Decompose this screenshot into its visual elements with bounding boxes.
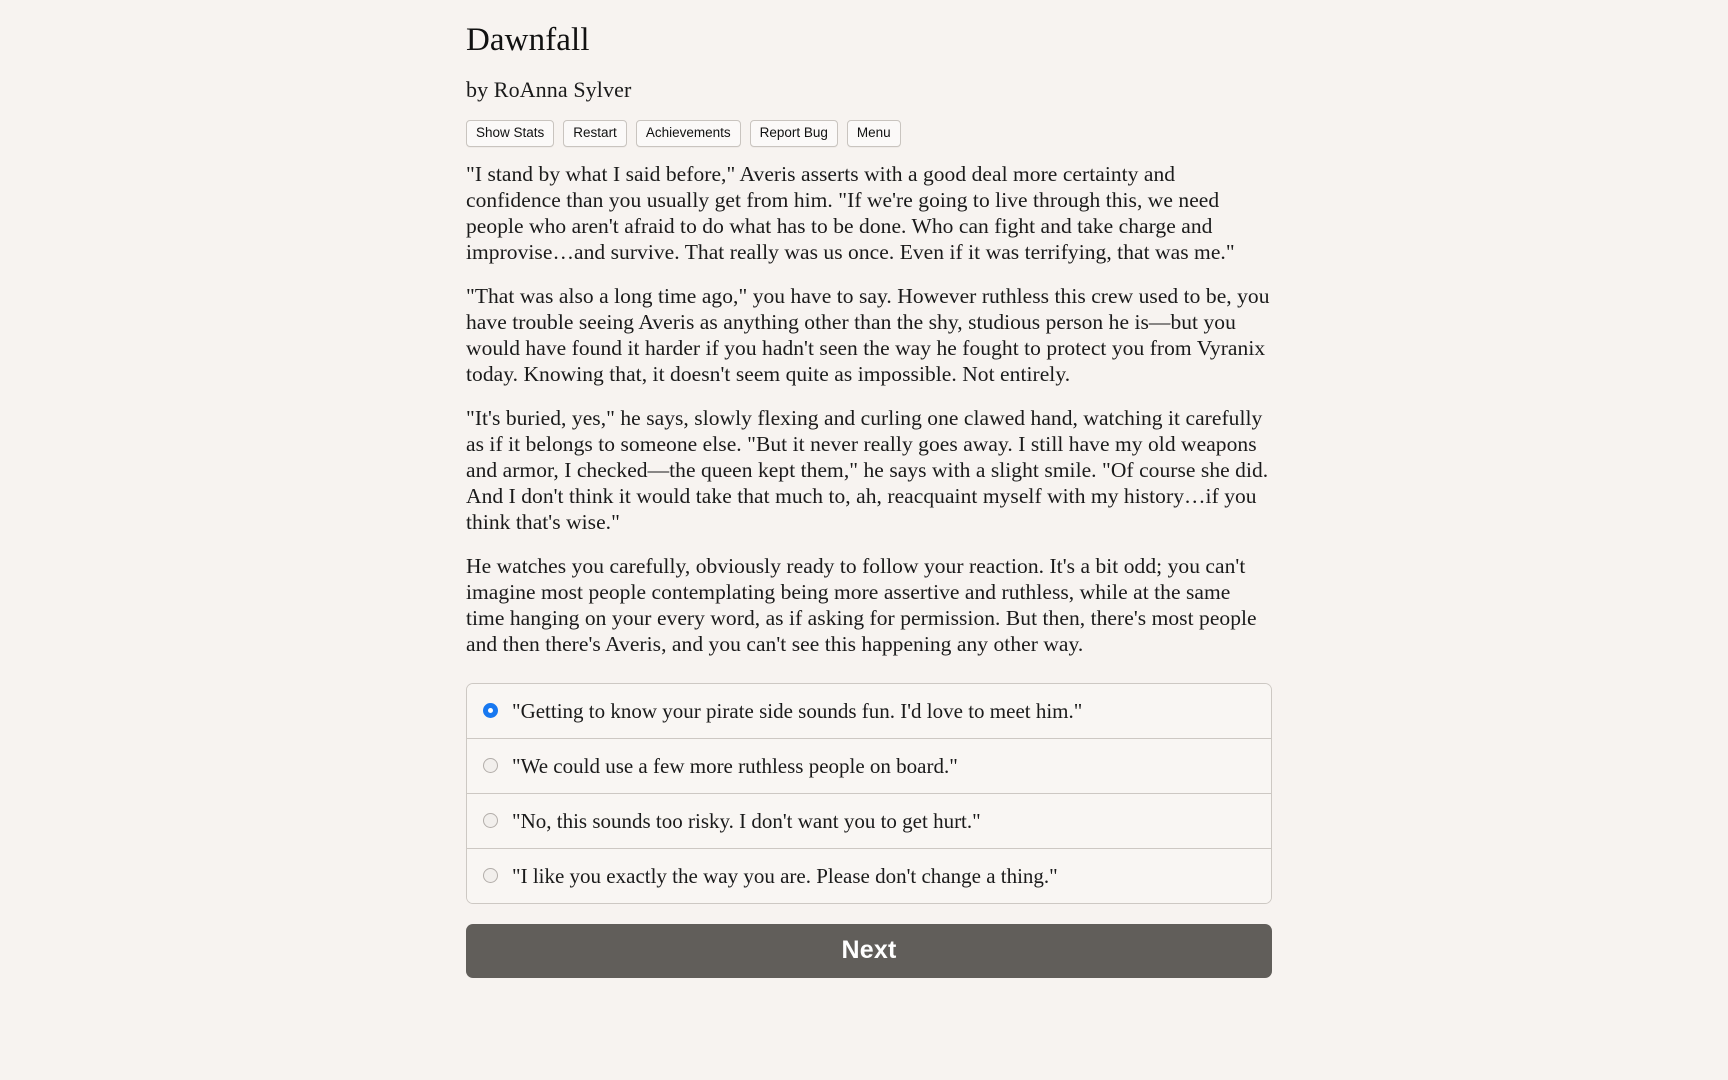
radio-button-icon[interactable] <box>483 868 498 883</box>
next-button[interactable]: Next <box>466 924 1272 978</box>
choice-label: "I like you exactly the way you are. Please don't change a thing." <box>512 863 1058 888</box>
choice-label: "We could use a few more ruthless people on board." <box>512 753 958 778</box>
radio-button-icon[interactable] <box>483 813 498 828</box>
story-text <box>466 147 1272 657</box>
page-title: Dawnfall <box>466 22 590 58</box>
choice-option[interactable] <box>467 849 1271 903</box>
choice-label: "Getting to know your pirate side sounds fun. I'd love to meet him." <box>512 698 1083 723</box>
story-paragraph: "It's buried, yes," he says, slowly flexing and curling one clawed hand, watching it carefully as if it belongs to someone else. "But it never really goes away. I still have my old weapons and armor, I checked—the queen kept them," he says with a slight smile. "Of course she did. And I don't think it would take that much to, ah, reacquaint myself with my history…if you think that's wise." <box>466 405 1269 534</box>
choice-list <box>466 683 1272 904</box>
report-bug-button[interactable]: Report Bug <box>750 120 838 147</box>
choice-option[interactable] <box>467 794 1271 849</box>
author-byline: by RoAnna Sylver <box>466 77 632 103</box>
choice-label: "No, this sounds too risky. I don't want you to get hurt." <box>512 808 981 833</box>
radio-button-icon[interactable] <box>483 758 498 773</box>
choice-option[interactable] <box>467 739 1271 794</box>
achievements-button[interactable]: Achievements <box>636 120 741 147</box>
story-paragraph: He watches you carefully, obviously ready to follow your reaction. It's a bit odd; you can't imagine most people contemplating being more assertive and ruthless, while at the same time hanging on your every word, as if asking for permission. But then, there's most people and then there's Averis, and you can't see this happening any other way. <box>466 553 1257 656</box>
toolbar <box>466 103 1272 147</box>
restart-button[interactable]: Restart <box>563 120 627 147</box>
story-paragraph: "I stand by what I said before," Averis asserts with a good deal more certainty and confidence than you usually get from him. "If we're going to live through this, we need people who aren't afraid to do what has to be done. Who can fight and take charge and improvise…and survive. That really was us once. Even if it was terrifying, that was me." <box>466 161 1235 264</box>
story-container <box>466 0 1272 978</box>
story-paragraph: "That was also a long time ago," you have to say. However ruthless this crew used to be, you have trouble seeing Averis as anything other than the shy, studious person he is—but you would have found it harder if you hadn't seen the way he fought to protect you from Vyranix today. Knowing that, it doesn't seem quite as impossible. Not entirely. <box>466 283 1270 386</box>
show-stats-button[interactable]: Show Stats <box>466 120 554 147</box>
menu-button[interactable]: Menu <box>847 120 901 147</box>
radio-button-icon[interactable] <box>483 703 498 718</box>
choice-option[interactable] <box>467 684 1271 739</box>
